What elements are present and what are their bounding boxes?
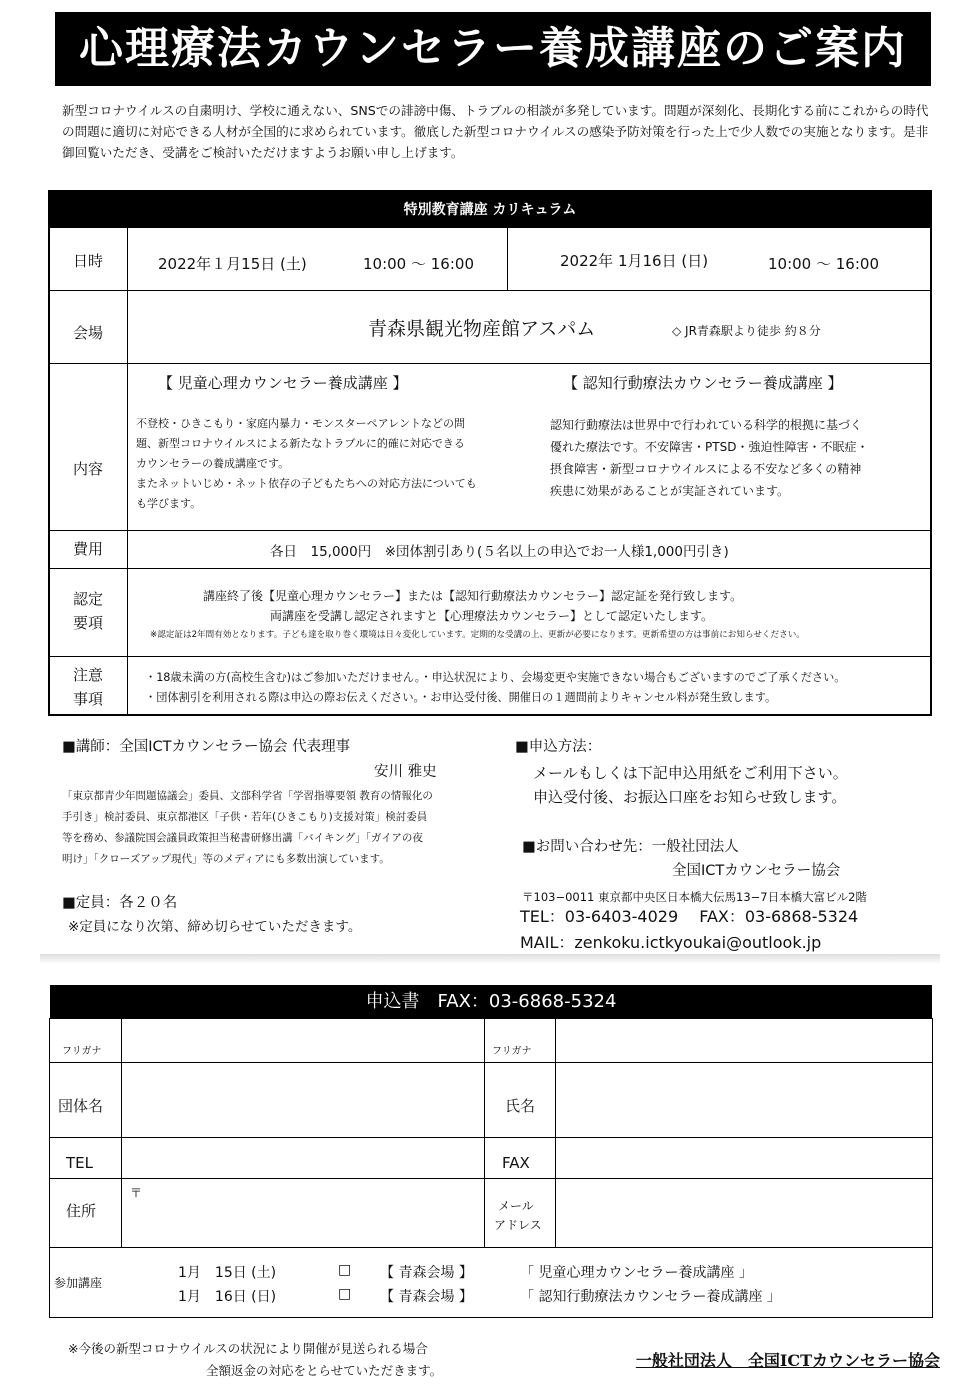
contact-heading: ■お問い合わせ先：一般社団法人 — [522, 839, 739, 855]
course2-description: 認知行動療法は世界中で行われている科学的根拠に基づく 優れた療法です。不安障害・PTSD・強迫性障害・不眠症・ 摂食障害・新型コロナウイルスによる不安など多くの精神 疾患に効果があることが実証されています。 — [550, 418, 869, 498]
course-row-2-date: 1月 16日 (日) — [178, 1289, 277, 1305]
course-row-2-checkbox[interactable]: □ — [338, 1286, 352, 1302]
mail-label-2: アドレス — [494, 1218, 542, 1232]
course-label: 参加講座 — [54, 1276, 103, 1290]
apply-line-1: メールもしくは下記申込用紙をご利用下さい。 — [533, 764, 848, 782]
date-label: 日時 — [72, 252, 103, 270]
fee-text: 各日 15,000円 ※団体割引あり(５名以上の申込でお一人様1,000円引き) — [270, 544, 729, 560]
course-row-2-course: 「 認知行動療法カウンセラー養成講座 」 — [520, 1289, 781, 1305]
date-day1: 2022年１月15日 (土) — [158, 255, 307, 273]
cert-line-2: 両講座を受講し認定されますと【心理療法カウンセラー】として認定いたします。 — [270, 609, 714, 623]
furigana-label-2: フリガナ — [492, 1046, 532, 1057]
content-label: 内容 — [72, 460, 103, 478]
intro-text: 新型コロナウイルスの自粛明け、学校に通えない、SNSでの誹謗中傷、トラブルの相談が多発しています。問題が深刻化、長期化する前にこれからの時代の問題に適切に対応できる人材が全国的に求められています。徹底した新型コロナウイルスの感染予防対策を行った上で少人数での実施となります。是非御回覧いただき、受講をご検討いただけますようお願い申し上げます。 — [62, 103, 929, 160]
mail-label-1: メール — [498, 1199, 534, 1213]
note-2: ・団体割引を利用される際は申込の際お伝えください。・お申込受付後、開催日の１週間前よりキャンセル料が発生致します。 — [145, 691, 777, 704]
tel-label: TEL — [66, 1154, 93, 1172]
course-row-1-venue: 【 青森会場 】 — [380, 1265, 473, 1281]
lecturer-name: 安川 雅史 — [374, 764, 437, 780]
venue-access: ◇ JR青森駅より徒歩 約８分 — [672, 324, 821, 338]
footer-note-1: ※今後の新型コロナウイルスの状況により開催が見送られる場合 — [68, 1341, 428, 1356]
notes-label-2: 事項 — [72, 690, 103, 708]
fee-label: 費用 — [72, 540, 103, 558]
address-label: 住所 — [66, 1202, 97, 1220]
footer-note-2: 全額返金の対応をとらせていただきます。 — [206, 1363, 443, 1378]
fax-input[interactable] — [557, 1139, 931, 1177]
course-row-1-course: 「 児童心理カウンセラー養成講座 」 — [520, 1265, 753, 1281]
tel-input[interactable] — [123, 1139, 483, 1177]
cert-label-2: 要項 — [72, 614, 103, 632]
apply-heading: ■申込方法： — [515, 739, 602, 755]
name-input[interactable] — [557, 1064, 931, 1136]
email-input[interactable] — [557, 1180, 931, 1246]
capacity-heading: ■定員：各２０名 — [62, 895, 178, 911]
contact-address: 〒103−0011 東京都中央区日本橋大伝馬13−7日本橋大富ビル2階 — [522, 890, 867, 904]
course-row-1-checkbox[interactable]: □ — [338, 1262, 352, 1278]
course1-description: 不登校・ひきこもり・家庭内暴力・モンスターペアレントなどの問 題、新型コロナウイルスによる新たなトラブルに的確に対応できる カウンセラーの養成講座です。 またネットいじめ・ネット依存の子どもたちへの対応方法についても も学びます。 — [136, 417, 477, 510]
fax-label: FAX — [502, 1154, 530, 1172]
footer-org: 一般社団法人 全国ICTカウンセラー協会 — [635, 1351, 940, 1370]
note-1: ・18歳未満の方(高校生含む)はご参加いただけません。・申込状況により、会場変更や実施できない場合もございますのでご了承ください。 — [145, 671, 846, 684]
venue-label: 会場 — [72, 324, 103, 342]
cert-label-1: 認定 — [72, 590, 103, 608]
time-day2: 10:00 〜 16:00 — [768, 255, 879, 273]
address-input[interactable] — [123, 1180, 483, 1246]
contact-tel-fax: TEL：03-6403-4029 FAX：03-6868-5324 — [520, 907, 859, 926]
form-header: 申込書 FAX：03-6868-5324 — [50, 985, 932, 1019]
org-name-input[interactable] — [123, 1064, 483, 1136]
curriculum-header: 特別教育講座 カリキュラム — [50, 192, 930, 228]
venue-name: 青森県観光物産館アスパム — [368, 318, 596, 340]
furigana-name-input[interactable] — [557, 1020, 931, 1061]
course-row-2-venue: 【 青森会場 】 — [380, 1289, 473, 1305]
name-label: 氏名 — [505, 1097, 536, 1115]
apply-line-2: 申込受付後、お振込口座をお知らせ致します。 — [533, 788, 847, 806]
furigana-org-input[interactable] — [123, 1020, 483, 1061]
cert-note: ※認定証は2年間有効となります。子ども達を取り巻く環境は日々変化しています。定期的な受講の上、更新が必要になります。更新希望の方は事前にお知らせください。 — [150, 630, 805, 640]
lecturer-bio: 「東京都青少年問題協議会」委員、文部科学省「学習指導要領 教育の情報化の 手引き」検討委員、東京都港区「子供・若年(ひきこもり)支援対策」検討委員 等を務め、参議院国会議員政策担当秘書研修出講「バイキング」「ガイアの夜 明け」「クローズアップ現代」等のメディアにも多数出演しています。 — [62, 790, 433, 865]
notes-label-1: 注意 — [72, 666, 103, 684]
capacity-note: ※定員になり次第、締め切らせていただきます。 — [68, 919, 362, 935]
contact-org: 全国ICTカウンセラー協会 — [672, 863, 841, 879]
date-day2: 2022年 1月16日 (日) — [560, 252, 709, 270]
cert-line-1: 講座終了後【児童心理カウンセラー】または【認知行動療法カウンセラー】認定証を発行致します。 — [203, 589, 743, 603]
furigana-label-1: フリガナ — [62, 1046, 102, 1057]
course2-title: 【 認知行動療法カウンセラー養成講座 】 — [563, 374, 843, 392]
course-row-1-date: 1月 15日 (土) — [178, 1265, 277, 1281]
postal-mark: 〒 — [130, 1186, 143, 1200]
course1-title: 【 児童心理カウンセラー養成講座 】 — [158, 374, 408, 392]
section-divider — [40, 954, 940, 964]
time-day1: 10:00 〜 16:00 — [363, 255, 474, 273]
org-label: 団体名 — [58, 1097, 104, 1115]
contact-mail: MAIL：zenkoku.ictkyoukai@outlook.jp — [520, 933, 822, 952]
page-title: 心理療法カウンセラー養成講座のご案内 — [55, 12, 931, 86]
lecturer-heading: ■講師：全国ICTカウンセラー協会 代表理事 — [62, 739, 351, 755]
